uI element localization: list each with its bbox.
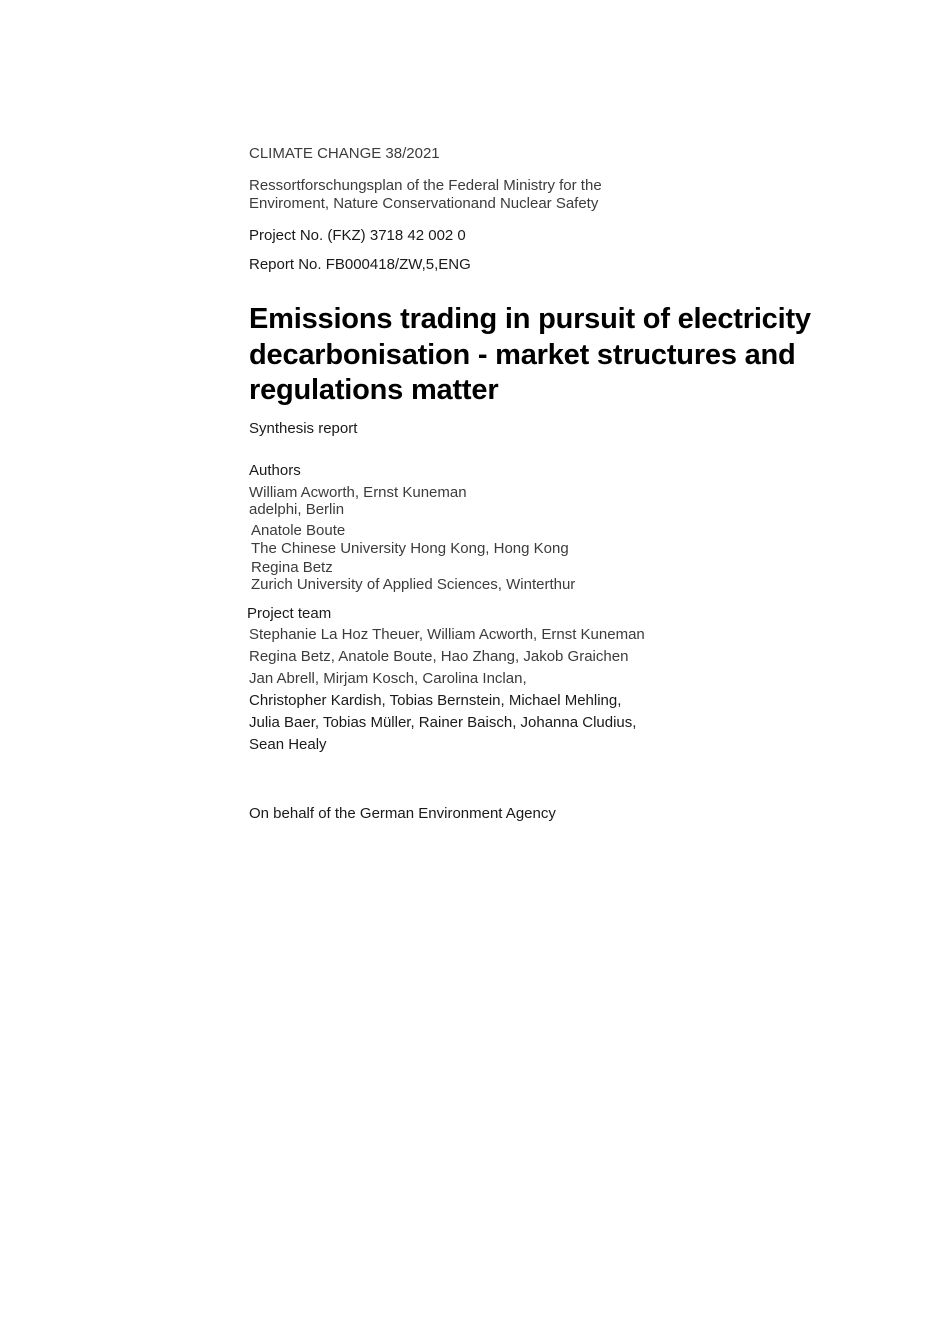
project-number: Project No. (FKZ) 3718 42 002 0 [249, 227, 466, 244]
author-line: Regina Betz [251, 559, 333, 576]
author-line: Zurich University of Applied Sciences, Winterthur [251, 576, 576, 593]
project-team-heading: Project team [247, 605, 332, 622]
author-line: Anatole Boute [251, 522, 346, 539]
title-line-3: regulations matter [249, 374, 499, 406]
project-team-line: Christopher Kardish, Tobias Bernstein, Michael Mehling, [249, 692, 622, 709]
author-line: The Chinese University Hong Kong, Hong Kong [251, 540, 569, 557]
series-label: CLIMATE CHANGE 38/2021 [249, 145, 440, 162]
authors-heading: Authors [249, 462, 301, 479]
project-team-line: Regina Betz, Anatole Boute, Hao Zhang, Jakob Graichen [249, 648, 629, 665]
title-line-2: decarbonisation - market structures and [249, 338, 796, 371]
project-team-line: Stephanie La Hoz Theuer, William Acworth, Ernst Kuneman [249, 626, 645, 643]
project-team-line: Jan Abrell, Mirjam Kosch, Carolina Inclan, [249, 670, 527, 687]
title-line-1: Emissions trading in pursuit of electricity [249, 303, 811, 335]
sponsor-line-1: Ressortforschungsplan of the Federal Ministry for the [249, 177, 602, 194]
project-team-line: Julia Baer, Tobias Müller, Rainer Baisch, Johanna Cludius, [249, 714, 637, 731]
on-behalf-statement: On behalf of the German Environment Agency [249, 805, 556, 822]
project-team-line: Sean Healy [249, 736, 327, 753]
subtitle: Synthesis report [249, 420, 358, 437]
report-number: Report No. FB000418/ZW,5,ENG [249, 256, 471, 273]
report-title [249, 302, 809, 409]
author-line: William Acworth, Ernst Kuneman [249, 484, 467, 501]
sponsor-line-2: Enviroment, Nature Conservationand Nuclear Safety [249, 195, 599, 212]
author-line: adelphi, Berlin [249, 501, 345, 518]
